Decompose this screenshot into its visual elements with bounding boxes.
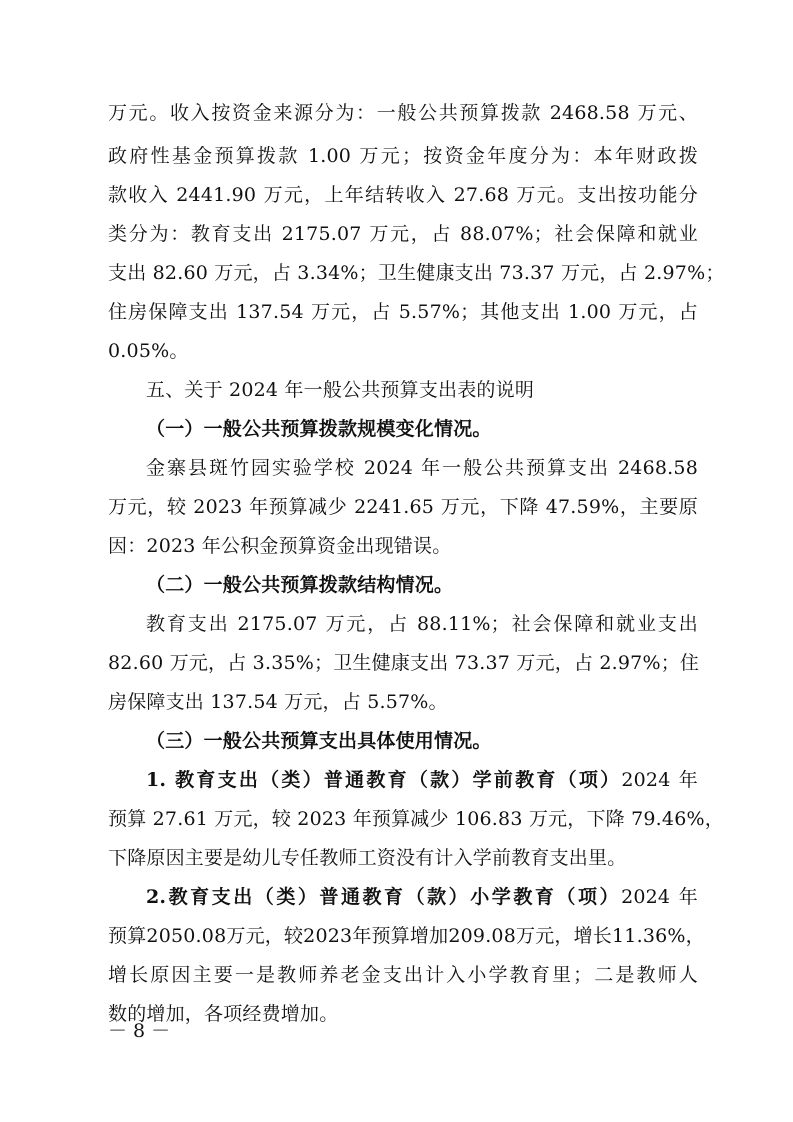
item-title: 2.教育支出（类）普通教育（款）小学教育（项） xyxy=(146,886,622,908)
item-year: 2024 年 xyxy=(621,769,698,791)
item-year: 2024 年 xyxy=(621,886,699,908)
subsection-heading: （二）一般公共预算拨款结构情况。 xyxy=(146,574,454,596)
paragraph-line: 预算 27.61 万元，较 2023 年预算减少 106.83 万元，下降 79.46%， xyxy=(108,808,724,830)
paragraph-line: 因：2023 年公积金预算资金出现错误。 xyxy=(108,535,452,557)
paragraph-line: 82.60 万元，占 3.35%；卫生健康支出 73.37 万元，占 2.97%；住 xyxy=(108,652,700,674)
paragraph-line: 金寨县斑竹园实验学校 2024 年一般公共预算支出 2468.58 xyxy=(146,457,698,479)
item-heading-line xyxy=(146,885,698,909)
paragraph-line: 政府性基金预算拨款 1.00 万元；按资金年度分为：本年财政拨 xyxy=(108,145,698,167)
paragraph-line: 类分为：教育支出 2175.07 万元，占 88.07%；社会保障和就业 xyxy=(108,223,698,245)
item-title: 1. 教育支出（类）普通教育（款）学前教育（项） xyxy=(146,769,622,791)
item-heading-line xyxy=(146,768,698,792)
paragraph-line: 万元。收入按资金来源分为：一般公共预算拨款 2468.58 万元、 xyxy=(108,102,698,124)
paragraph-line: 万元，较 2023 年预算减少 2241.65 万元，下降 47.59%，主要原 xyxy=(108,496,698,518)
paragraph-line: 款收入 2441.90 万元，上年结转收入 27.68 万元。支出按功能分 xyxy=(108,184,698,206)
section-heading: 五、关于 2024 年一般公共预算支出表的说明 xyxy=(146,379,535,401)
subsection-heading: （三）一般公共预算支出具体使用情况。 xyxy=(146,730,492,752)
subsection-heading: （一）一般公共预算拨款规模变化情况。 xyxy=(146,418,492,440)
paragraph-line: 支出 82.60 万元，占 3.34%；卫生健康支出 73.37 万元，占 2.97%； xyxy=(108,262,725,284)
paragraph-line: 数的增加，各项经费增加。 xyxy=(108,1003,339,1025)
paragraph-line: 住房保障支出 137.54 万元，占 5.57%；其他支出 1.00 万元，占 xyxy=(108,301,698,323)
page-number: － 8 － xyxy=(108,1020,171,1042)
paragraph-line: 教育支出 2175.07 万元，占 88.11%；社会保障和就业支出 xyxy=(146,613,698,635)
paragraph-line: 0.05%。 xyxy=(108,340,189,362)
paragraph-line: 房保障支出 137.54 万元，占 5.57%。 xyxy=(108,691,448,713)
paragraph-line: 预算2050.08万元，较2023年预算增加209.08万元，增长11.36%， xyxy=(108,925,705,947)
paragraph-line: 增长原因主要一是教师养老金支出计入小学教育里；二是教师人 xyxy=(108,964,698,986)
paragraph-line: 下降原因主要是幼儿专任教师工资没有计入学前教育支出里。 xyxy=(108,847,627,869)
